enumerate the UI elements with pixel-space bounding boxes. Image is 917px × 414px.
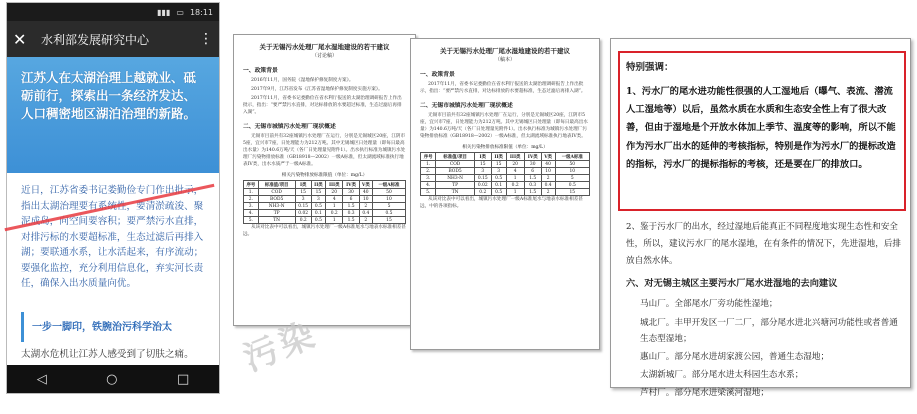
- doc-title: 关于无锡污水处理厂尾水湿地建设的若干建议: [440, 47, 570, 55]
- table-cell: 5.: [244, 217, 259, 224]
- table-cell: 3: [474, 168, 491, 175]
- table-cell: 3: [295, 196, 311, 203]
- table-cell: 0.3: [343, 210, 359, 217]
- doc-paragraph: 无锡市目前共有32座城镇污水处理厂在运行，分别是无锡城区20座，江阴市5座，宜兴市7座，日处理能力为212万吨。其中无锡城区日处理量（即每日最高出水量）为140.6万吨/天（各厂日处理量见附件1）。出水执行标准为城镇污水处理厂污染物排放标准（GB18918—2002）一级A标准，但太湖流域标准执行地表IV类。: [420, 113, 588, 139]
- table-cell: 6: [524, 168, 541, 175]
- table-row: [244, 217, 406, 224]
- table-header: IV类: [343, 181, 359, 189]
- table-cell: 0.4: [541, 182, 555, 189]
- table-cell: 40: [359, 189, 372, 196]
- table-cell: 10: [372, 196, 405, 203]
- standards-table: [243, 180, 406, 224]
- table-cell: 1.5: [524, 175, 541, 182]
- special-emphasis-heading: 特别强调：: [626, 62, 674, 73]
- table-cell: 2: [541, 175, 555, 182]
- table-cell: TN: [436, 189, 474, 196]
- table-cell: 0.2: [326, 210, 343, 217]
- table-header: IV类: [524, 153, 541, 161]
- table-cell: 3.: [421, 175, 436, 182]
- table-cell: 2.: [421, 168, 436, 175]
- table-cell: 5.: [421, 189, 436, 196]
- document-page-3-zoomed: [610, 38, 911, 398]
- list-item: 芦村厂。部分尾水进梁溪河湿地；: [640, 388, 769, 398]
- paragraph-2: 2、鉴于污水厂的出水，经过湿地后能真正不同程度地实现生态性和安全性，所以，建议污水厂的尾水湿地，在有条件的情况下，先进湿地，后排放自然水体。: [626, 222, 902, 266]
- list-item: 马山厂。全部尾水厂旁功能性湿地；: [640, 299, 778, 309]
- list-item: 太湖新城厂。部分尾水进太科园生态水系；: [640, 370, 804, 380]
- table-body-copy: [421, 161, 590, 196]
- table-cell: 1.: [421, 161, 436, 168]
- table-cell: 15: [474, 161, 491, 168]
- section-heading-box: [21, 312, 205, 342]
- nav-bar: [7, 365, 219, 393]
- table-cell: 2: [359, 203, 372, 210]
- table-row: [244, 203, 406, 210]
- table-cell: TP: [436, 182, 474, 189]
- doc-heading: 二、无锡市城镇污水处理厂现状概述: [420, 103, 513, 109]
- doc-paragraph: 2016年11月，国务院《湿地保护修复制度方案》。: [251, 78, 354, 83]
- table-header: V类: [541, 153, 555, 161]
- app-bar: [7, 21, 219, 57]
- table-cell: COD: [258, 189, 295, 196]
- recent-apps-icon[interactable]: □: [176, 371, 190, 387]
- table-cell: 0.5: [491, 189, 506, 196]
- table-cell: 4.: [244, 210, 259, 217]
- article-excerpt: 太湖水危机让江苏人感受到了切肤之痛。: [21, 348, 194, 360]
- table-cell: 0.5: [372, 210, 405, 217]
- table-cell: 0.5: [491, 175, 506, 182]
- article-text: 近日，江苏省委书记娄勤俭专门作出批示，指出太湖治理要有系统性，要清淤疏浚、聚泥成岛，向空间要容积；要严禁污水直排，对排污标的水要超标准，生态过滤后再排入湖；要联通水系，让水活起来，有序流动；要强化监控，充分利用信息化，弃实河长责任，确保入出水质量向优。: [21, 185, 204, 289]
- table-cell: 2.: [244, 196, 259, 203]
- table-cell: 0.1: [311, 210, 325, 217]
- table-cell: 10: [555, 168, 590, 175]
- table-cell: 40: [541, 161, 555, 168]
- table-cell: 1: [326, 217, 343, 224]
- table-cell: 0.3: [524, 182, 541, 189]
- table-cell: 15: [311, 189, 325, 196]
- standards-table-copy: [420, 152, 590, 196]
- section-title: 一步一脚印，铁腕治污科学治太: [32, 321, 172, 333]
- table-cell: 0.5: [311, 203, 325, 210]
- hero-text: 江苏人在太湖治理上越就业、砥砺前行，探索出一条经济发达、人口稠密地区湖泊治理的新路。: [21, 70, 197, 121]
- table-cell: 0.4: [359, 210, 372, 217]
- table-cell: 4.: [421, 182, 436, 189]
- table-cell: 0.2: [506, 182, 524, 189]
- table-cell: 4: [326, 196, 343, 203]
- table-cell: 15: [295, 189, 311, 196]
- status-bar: [7, 3, 219, 21]
- table-body: [244, 189, 406, 224]
- table-cell: 30: [524, 161, 541, 168]
- doc-subtitle: （稿本）: [494, 57, 515, 63]
- doc-heading: 一、政策背景: [243, 68, 278, 74]
- table-cell: COD: [436, 161, 474, 168]
- table-cell: 1.5: [343, 203, 359, 210]
- table-cell: 1: [326, 203, 343, 210]
- table-cell: 0.15: [295, 203, 311, 210]
- table-cell: 10: [359, 196, 372, 203]
- table-cell: 3: [491, 168, 506, 175]
- table-cell: 15: [372, 217, 405, 224]
- table-cell: 10: [541, 168, 555, 175]
- doc-heading: 二、无锡市城镇污水处理厂现状概述: [243, 124, 336, 130]
- back-icon[interactable]: ◁: [36, 371, 47, 387]
- doc-paragraph: 2017年9月，江苏省发布《江苏省湿地保护修复制度实施方案》。: [251, 87, 383, 92]
- table-cell: 15: [555, 189, 590, 196]
- table-cell: 20: [326, 189, 343, 196]
- table-cell: 3.: [244, 203, 259, 210]
- table-cell: 0.2: [474, 189, 491, 196]
- table-caption: 相关污染物排放标准限值（单位：mg/L）: [281, 173, 368, 178]
- table-row: [421, 161, 590, 168]
- table-cell: 0.02: [474, 182, 491, 189]
- list-item: 城北厂。丰甲开发区一厂二厂，部分尾水进北兴塘河功能性或者普通生态型湿地；: [640, 318, 898, 344]
- table-row: [421, 168, 590, 175]
- close-icon[interactable]: ✕: [13, 29, 27, 49]
- phone-screenshot: [6, 2, 220, 394]
- table-cell: 15: [491, 161, 506, 168]
- table-cell: 0.2: [295, 217, 311, 224]
- home-icon[interactable]: ○: [106, 371, 118, 387]
- table-caption: 相关污染物排放标准限值（单位：mg/L）: [462, 145, 548, 150]
- table-header: 一级A标准: [555, 153, 590, 161]
- doc-footnote: 从该对比表中可以看出，城镇污水处理厂一级A标准尾水与地表水标准相差甚远，中的各项指标。: [420, 197, 583, 209]
- table-row: [244, 189, 406, 196]
- table-cell: 50: [372, 189, 405, 196]
- table-cell: 0.1: [491, 182, 506, 189]
- table-cell: 1.: [244, 189, 259, 196]
- table-cell: 5: [372, 203, 405, 210]
- table-header: 一级A标准: [372, 181, 405, 189]
- table-row: [244, 196, 406, 203]
- watermark-text: 污染: [237, 313, 324, 380]
- doc-heading: 一、政策背景: [420, 72, 455, 78]
- table-cell: 50: [555, 161, 590, 168]
- table-header: III类: [326, 181, 343, 189]
- table-cell: 0.5: [555, 182, 590, 189]
- table-cell: 1: [506, 175, 524, 182]
- table-cell: 2: [541, 189, 555, 196]
- list-item: 惠山厂。部分尾水进胡家渡公园，普通生态湿地；: [640, 352, 830, 362]
- table-cell: 30: [343, 189, 359, 196]
- table-row: [421, 175, 590, 182]
- table-cell: 20: [506, 161, 524, 168]
- table-cell: 2: [359, 217, 372, 224]
- doc-footnote: 从该对比表中可以看出，城镇污水处理厂一级A标准尾水与地表水标准相差甚远。: [243, 225, 406, 237]
- table-header: I类: [295, 181, 311, 189]
- emphasis-paragraph: 1、污水厂的尾水进功能性很强的人工湿地后（曝气、表流、潜流人工湿地等）以后，虽然水质在水质和生态安全性上有了很大改善，但由于湿地是个开放水体加上季节、温度等的影响，所以不能作为污水厂出水的延伸的考核指标，特别是作为污水厂的提标改造的指标，污水厂的提标指标的考核，还是要在厂的排放口。: [626, 86, 896, 170]
- table-cell: 0.5: [311, 217, 325, 224]
- table-cell: 4: [506, 168, 524, 175]
- battery-icon: ▭: [176, 7, 184, 17]
- section-heading-6: 六、对无锡主城区主要污水厂尾水进湿地的去向建议: [626, 278, 838, 289]
- table-cell: TN: [258, 217, 295, 224]
- doc-paragraph: 2017年11月，省委书记娄勤俭在省水利厅报送的太湖治理调研报告上作出批示，指出：“要严禁污水直排，对达标排放的水要超过标准，生态过滤后再排入湖”。: [243, 96, 402, 115]
- table-cell: NH3-N: [436, 175, 474, 182]
- table-header: III类: [506, 153, 524, 161]
- app-title: 水利部发展研究中心: [41, 32, 150, 47]
- table-cell: BOD5: [258, 196, 295, 203]
- table-cell: TP: [258, 210, 295, 217]
- doc-paragraph: 2017年11月，省委书记娄勤俭在省水利厅报送的太湖治理调研报告上作出批示，指出：“要严禁污水直排，对达标排放的水要超标准，生态过滤后再排入湖”。: [420, 82, 586, 94]
- table-header: II类: [491, 153, 506, 161]
- table-header: V类: [359, 181, 372, 189]
- table-row: [421, 189, 590, 196]
- table-header: I类: [474, 153, 491, 161]
- table-header: 标准值/项目: [258, 181, 295, 189]
- table-row: [244, 210, 406, 217]
- table-cell: NH3-N: [258, 203, 295, 210]
- table-cell: 1: [506, 189, 524, 196]
- table-header: 序号: [244, 181, 259, 189]
- table-header: II类: [311, 181, 325, 189]
- status-time: 18:11: [189, 7, 213, 17]
- table-cell: 1.5: [524, 189, 541, 196]
- table-row: [421, 182, 590, 189]
- doc-subtitle: （讨论稿）: [311, 53, 337, 59]
- hero-banner: [7, 57, 219, 173]
- table-cell: 3: [311, 196, 325, 203]
- more-options-icon[interactable]: ⋮: [199, 31, 213, 47]
- table-header: 序号: [421, 153, 436, 161]
- table-cell: BOD5: [436, 168, 474, 175]
- table-cell: 0.02: [295, 210, 311, 217]
- signal-icon: ▮▮▮: [157, 7, 171, 17]
- article-body: [7, 173, 219, 302]
- table-cell: 5: [555, 175, 590, 182]
- doc-title: 关于无锡污水处理厂尾水湿地建设的若干建议: [259, 43, 390, 51]
- table-cell: 6: [343, 196, 359, 203]
- table-cell: 1.5: [343, 217, 359, 224]
- table-cell: 0.15: [474, 175, 491, 182]
- doc-paragraph: 无锡市目前共有32座城镇污水处理厂在运行，分别是无锡城区20座，江阴市5座，宜兴市7座，日处理能力为212万吨。其中无锡城区日处理量（即每日最高出水量）为140.6万吨/天（各厂日处理量见附件1）。出水执行标准为城镇污水处理厂污染物排放标准（GB18918—2002）一级A标准，但太湖流域标准执行地表IV类，出水水质严于一级A标准。: [243, 134, 406, 167]
- document-page-1: [233, 34, 416, 326]
- document-page-2: [410, 38, 600, 350]
- table-header: 标准值/项目: [436, 153, 474, 161]
